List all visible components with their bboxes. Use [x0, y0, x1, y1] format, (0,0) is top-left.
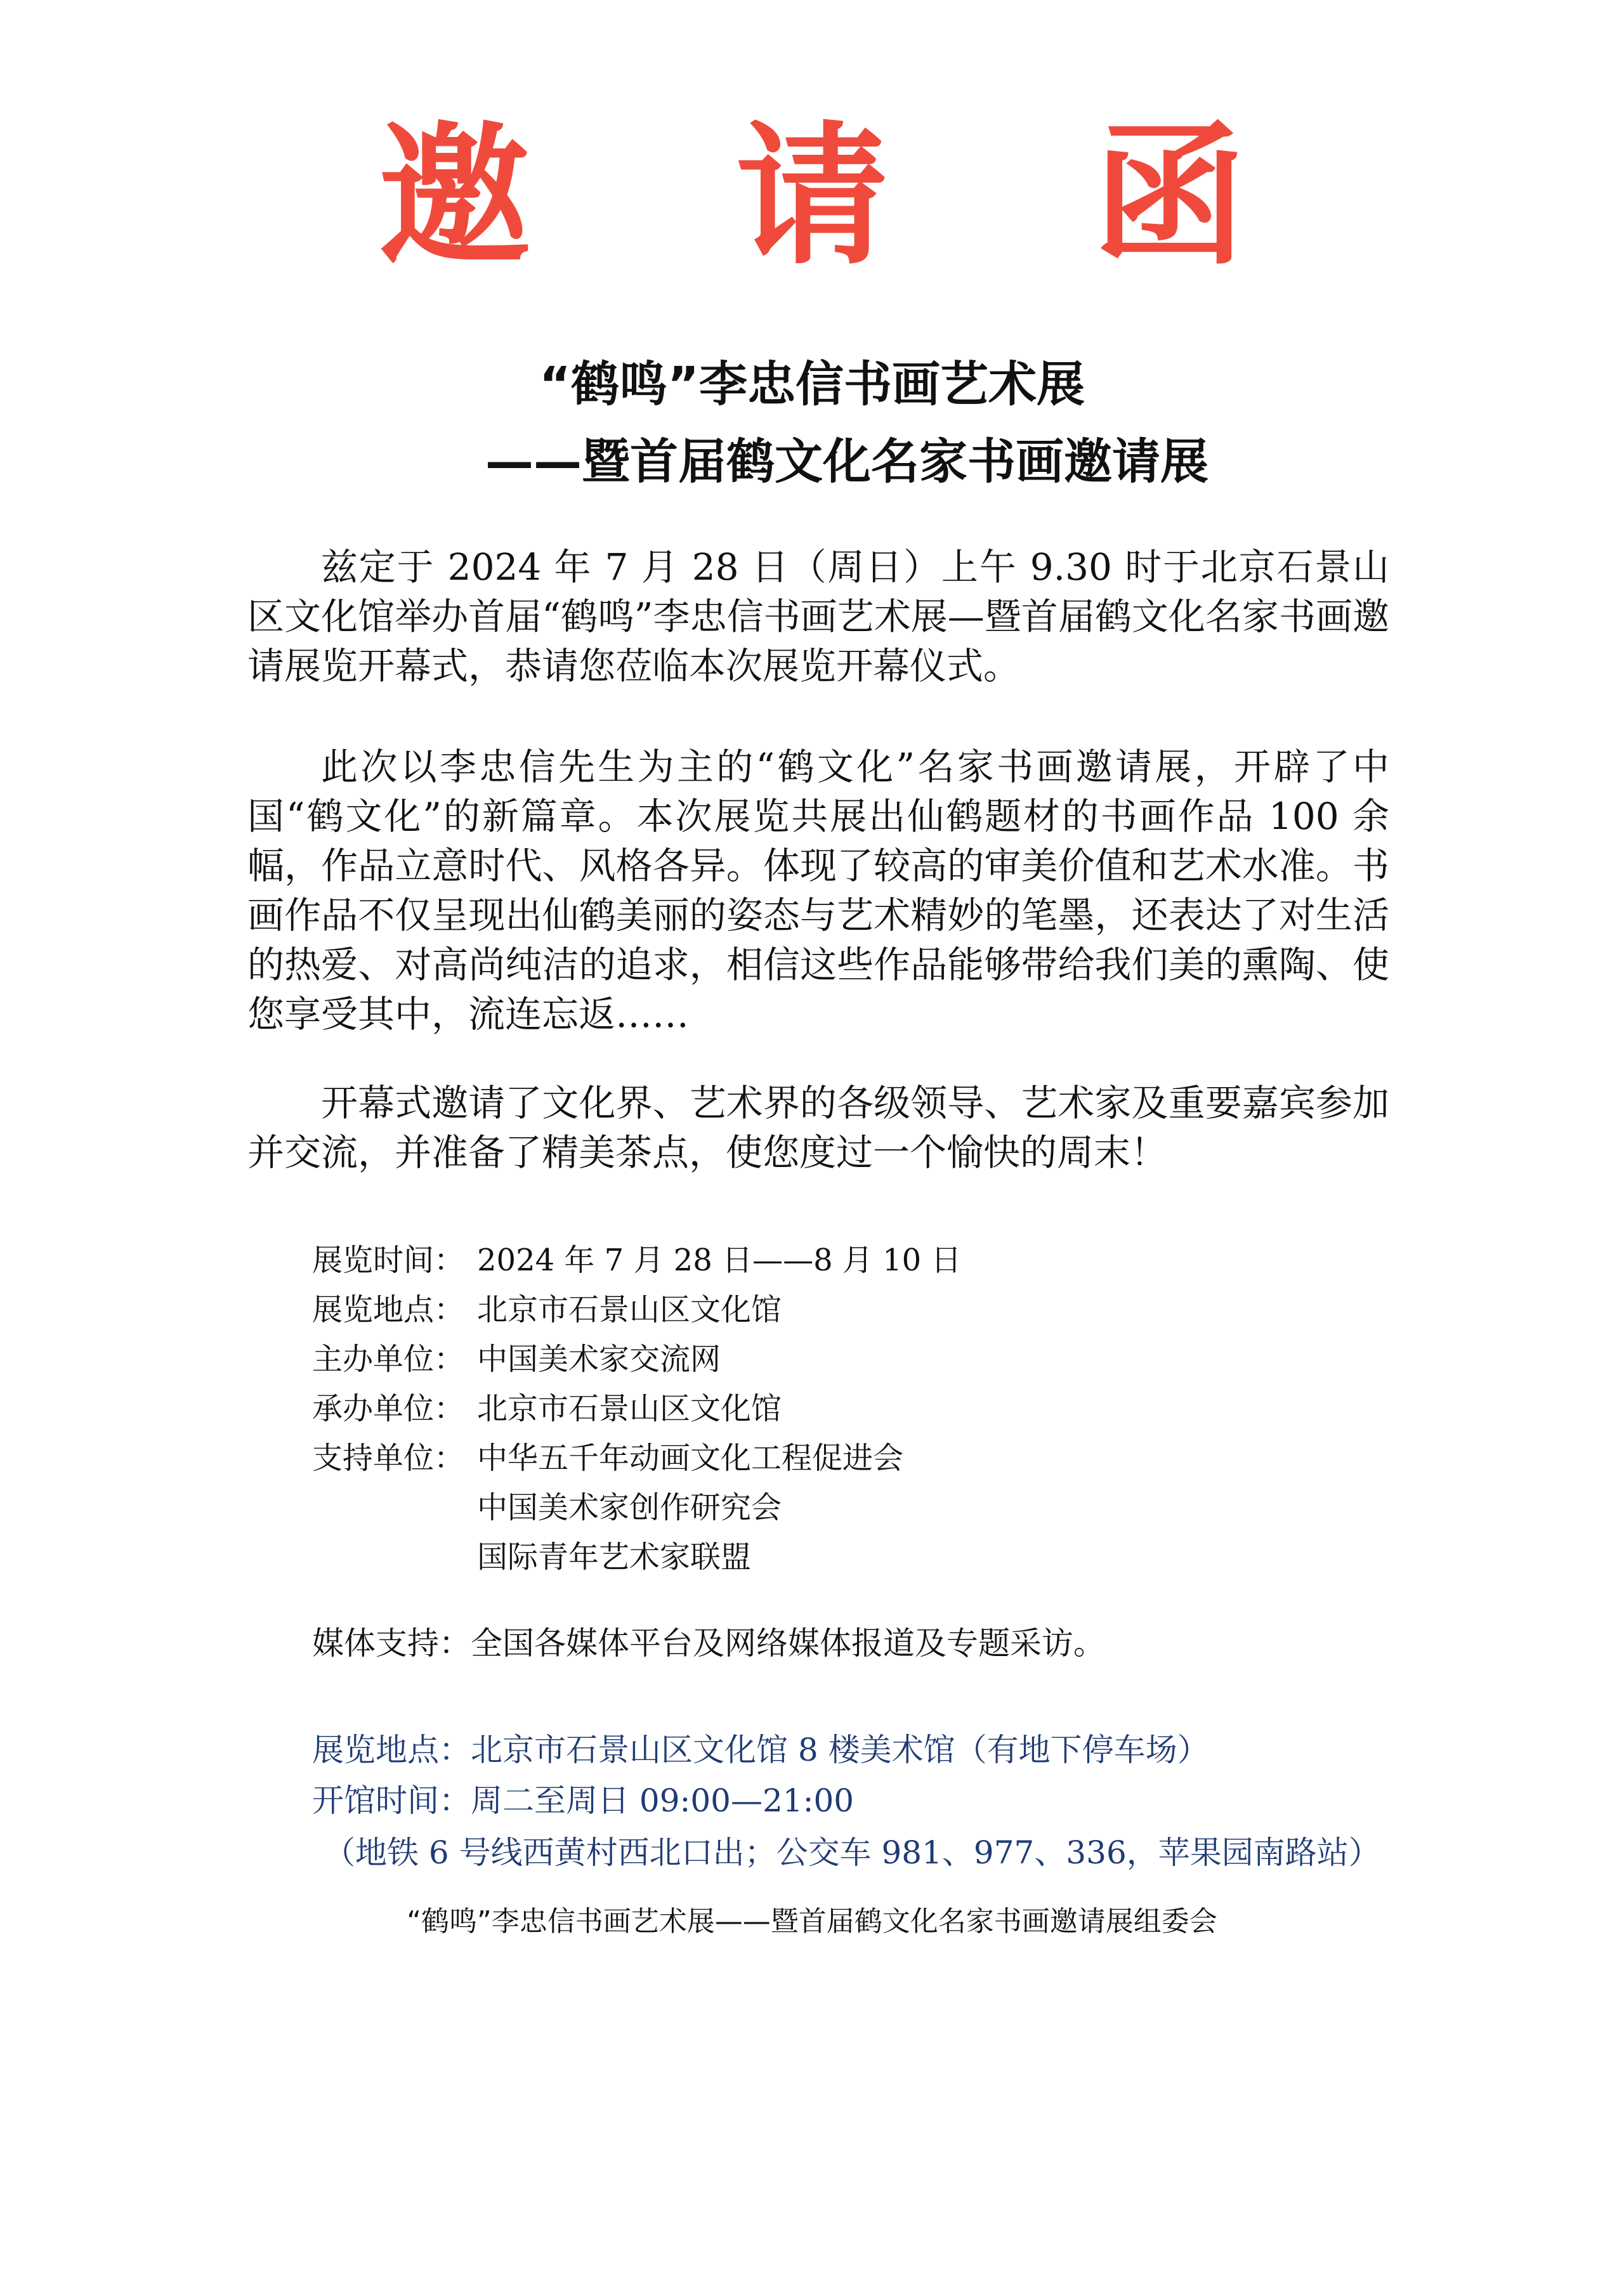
venue-hours: 开馆时间：周二至周日 09:00—21:00 [312, 1782, 855, 1819]
exhibition-subtitle: ——暨首届鹤文化名家书画邀请展 [485, 433, 1208, 490]
info-row-support [312, 1433, 1454, 1582]
support-org: 中华五千年动画文化工程促进会 [477, 1440, 904, 1476]
paragraph-text: 开幕式邀请了文化界、艺术界的各级领导、艺术家及重要嘉宾参加并交流，并准备了精美茶点，使您度过一个愉快的周末！ [247, 1081, 1389, 1174]
info-value: 中国美术家交流网 [477, 1341, 721, 1377]
exhibition-title: “鹤鸣”李忠信书画艺术展 [539, 356, 1085, 412]
info-label: 主办单位： [312, 1341, 465, 1377]
venue-transport: （地铁 6 号线西黄村西北口出；公交车 981、977、336，苹果园南路站） [324, 1834, 1380, 1871]
info-row-place [312, 1285, 1454, 1334]
paragraph-opening [247, 542, 1389, 691]
info-support-list [477, 1433, 903, 1582]
paragraph-ceremony [247, 1078, 1389, 1177]
paragraph-description [247, 742, 1389, 1039]
info-label: 展览时间： [312, 1243, 465, 1278]
info-label: 展览地点： [312, 1292, 465, 1327]
page-title: 邀 请 函 [378, 108, 1322, 285]
info-value: 北京市石景山区文化馆 [477, 1292, 782, 1327]
media-support: 媒体支持：全国各媒体平台及网络媒体报道及专题采访。 [312, 1625, 1105, 1662]
organizing-committee: “鹤鸣”李忠信书画艺术展——暨首届鹤文化名家书画邀请展组委会 [407, 1905, 1217, 1938]
support-org: 中国美术家创作研究会 [477, 1490, 782, 1525]
info-row-organizer [312, 1384, 1454, 1433]
exhibition-info [312, 1236, 1454, 1582]
info-label: 支持单位： [312, 1440, 465, 1476]
info-value: 2024 年 7 月 28 日——8 月 10 日 [477, 1243, 962, 1278]
info-row-time [312, 1236, 1454, 1285]
support-org: 国际青年艺术家联盟 [477, 1539, 752, 1575]
info-value: 北京市石景山区文化馆 [477, 1391, 782, 1426]
info-row-host [312, 1334, 1454, 1384]
paragraph-text: 兹定于 2024 年 7 月 28 日（周日）上午 9.30 时于北京石景山区文化馆举办首届“鹤鸣”李忠信书画艺术展—暨首届鹤文化名家书画邀请展览开幕式，恭请您莅临本次展览开幕仪式。 [247, 545, 1389, 688]
venue-address: 展览地点：北京市石景山区文化馆 8 楼美术馆（有地下停车场） [312, 1732, 1209, 1768]
paragraph-text: 此次以李忠信先生为主的“鹤文化”名家书画邀请展，开辟了中国“鹤文化”的新篇章。本次展览共展出仙鹤题材的书画作品 100 余幅，作品立意时代、风格各异。体现了较高的审美价值和艺术水准。书画作品不仅呈现出仙鹤美丽的姿态与艺术精妙的笔墨，还表达了对生活的热爱、对高尚纯洁的追求，相信这些作品能够带给我们美的熏陶、使您享受其中，流连忘返…… [247, 745, 1389, 1036]
info-label: 承办单位： [312, 1391, 465, 1426]
